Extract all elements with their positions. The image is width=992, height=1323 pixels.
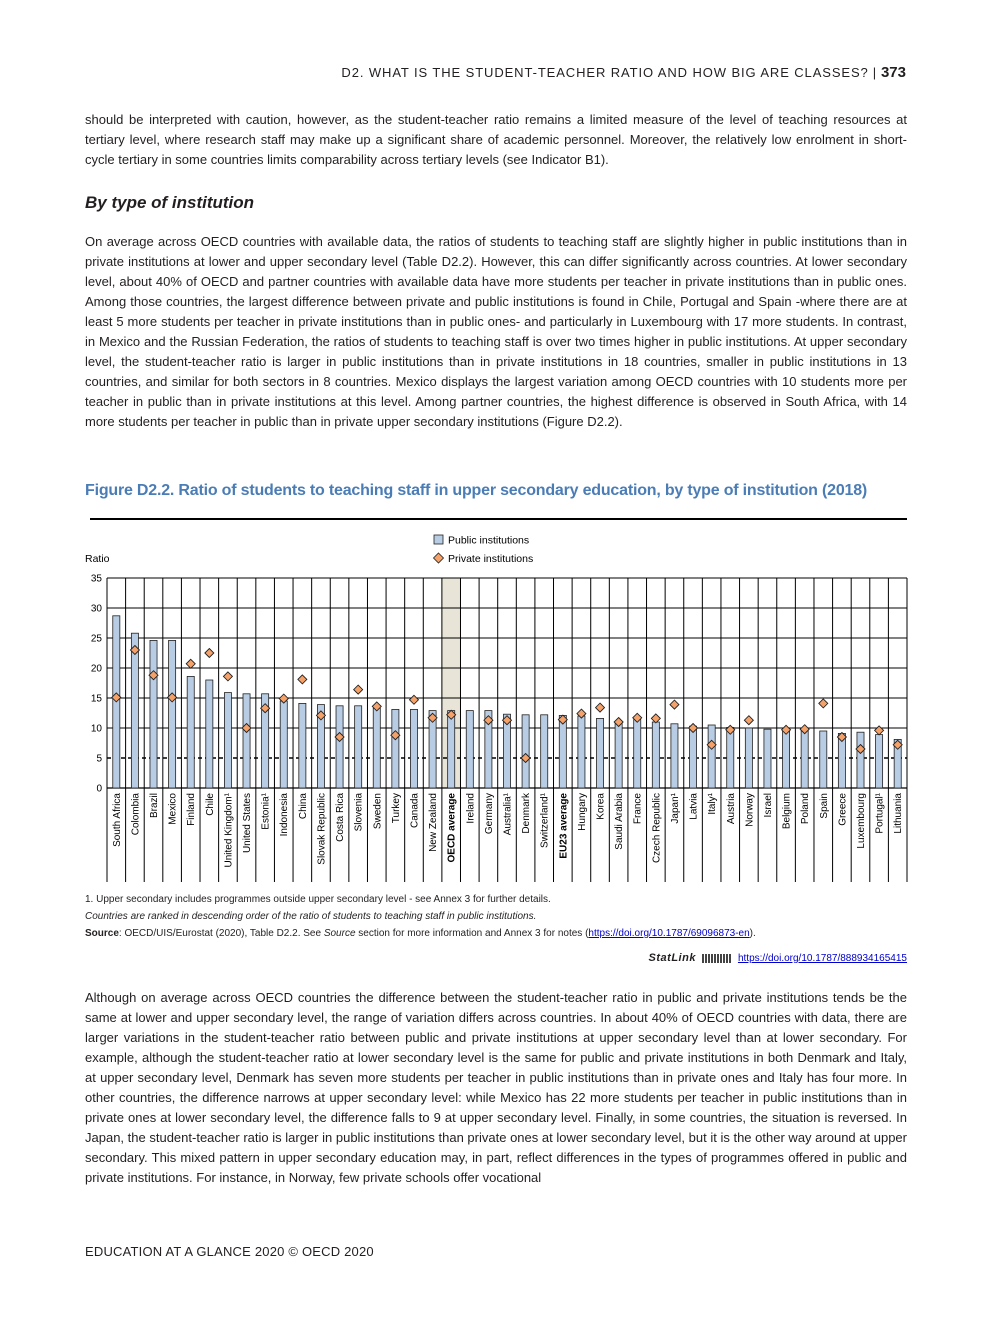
x-tick-label-italy: Italy¹ bbox=[707, 793, 719, 815]
x-tick-label-slovak-republic: Slovak Republic bbox=[316, 793, 328, 865]
marker-private-czech-republic bbox=[651, 714, 660, 723]
y-tick-label-0: 0 bbox=[96, 783, 102, 795]
bar-public-chile bbox=[206, 680, 213, 788]
x-tick-label-south-africa: South Africa bbox=[111, 793, 123, 847]
x-tick-label-germany: Germany bbox=[483, 793, 495, 835]
source-italic: Source bbox=[323, 928, 356, 939]
bar-public-finland bbox=[187, 676, 194, 788]
bar-public-canada bbox=[410, 709, 417, 788]
bar-public-luxembourg bbox=[857, 732, 864, 788]
x-tick-label-brazil: Brazil bbox=[149, 793, 161, 819]
bar-public-united-states bbox=[243, 694, 250, 788]
bar-public-brazil bbox=[150, 640, 157, 788]
section-paragraph: On average across OECD countries with available data, the ratios of students to teaching staff are slightly higher in public institutions than in private institutions at lower and upper secondary level (Table D2.2). However, this can differ significantly across countries. At lower secondary level, about 40% of OECD and partner countries with available data have more students per teacher in private institutions than in public ones. Among those countries, the largest difference between private and public institutions is found in Chile, Portugal and Spain -where there are at least 5 more students per teacher in private institutions than in public ones- and particularly in Luxembourg with 17 more students. In contrast, in Mexico and the Russian Federation, the ratios of students to teaching staff is over two times higher in public institutions. At upper secondary level, the student-teacher ratio is larger in public institutions than in private institutions in 18 countries, smaller in public institutions in 13 countries, and similar for both sectors in 8 countries. Mexico displays the largest variation among OECD countries with 10 students more per teacher in public than in private institutions at this level. Among partner countries, the highest difference is observed in South Africa, with 14 more students per teacher in public than in private upper secondary institutions (Figure D2.2). bbox=[85, 234, 907, 429]
x-tick-label-japan: Japan¹ bbox=[669, 793, 681, 824]
page-footer: EDUCATION AT A GLANCE 2020 © OECD 2020 bbox=[85, 1244, 374, 1259]
bar-public-belgium bbox=[783, 730, 790, 788]
x-tick-label-indonesia: Indonesia bbox=[279, 793, 291, 837]
x-tick-label-greece: Greece bbox=[837, 793, 849, 826]
bar-public-eu23-average bbox=[559, 715, 566, 788]
marker-private-slovenia bbox=[354, 685, 363, 694]
x-tick-label-united-kingdom: United Kingdom¹ bbox=[223, 793, 235, 868]
bar-public-costa-rica bbox=[336, 706, 343, 788]
marker-private-norway bbox=[744, 716, 753, 725]
bar-public-colombia bbox=[131, 633, 138, 788]
bar-public-sweden bbox=[373, 708, 380, 788]
bar-public-latvia bbox=[690, 726, 697, 788]
x-tick-label-turkey: Turkey bbox=[390, 793, 402, 824]
marker-private-japan bbox=[670, 700, 679, 709]
ratio-bar-chart bbox=[0, 520, 992, 890]
marker-private-finland bbox=[186, 659, 195, 668]
bar-public-ireland bbox=[466, 711, 473, 788]
bar-public-turkey bbox=[392, 709, 399, 788]
y-tick-label-5: 5 bbox=[96, 753, 102, 765]
plot-area bbox=[91, 574, 907, 883]
x-tick-label-sweden: Sweden bbox=[372, 793, 384, 830]
x-tick-label-france: France bbox=[632, 793, 644, 825]
marker-private-united-kingdom bbox=[223, 672, 232, 681]
x-tick-label-australia: Australia¹ bbox=[502, 793, 514, 836]
x-tick-label-finland: Finland bbox=[186, 793, 198, 826]
marker-private-canada bbox=[409, 695, 418, 704]
bar-public-portugal bbox=[876, 735, 883, 788]
y-tick-label-10: 10 bbox=[90, 723, 102, 735]
bar-public-saudi-arabia bbox=[615, 722, 622, 788]
statlink-logo: StatLink bbox=[648, 952, 696, 964]
legend-public-label: Public institutions bbox=[448, 534, 530, 547]
running-header bbox=[341, 64, 906, 81]
bar-public-switzerland bbox=[541, 715, 548, 788]
bar-public-israel bbox=[764, 729, 771, 788]
bar-public-austria bbox=[727, 727, 734, 788]
bar-public-japan bbox=[671, 724, 678, 788]
marker-private-portugal bbox=[875, 726, 884, 735]
x-tick-label-china: China bbox=[297, 793, 309, 820]
x-tick-label-canada: Canada bbox=[409, 793, 421, 829]
x-tick-label-israel: Israel bbox=[762, 793, 774, 818]
x-tick-label-denmark: Denmark bbox=[521, 793, 533, 834]
x-tick-label-latvia: Latvia bbox=[688, 793, 700, 820]
marker-private-korea bbox=[596, 703, 605, 712]
statlink-url[interactable]: https://doi.org/10.1787/888934165415 bbox=[737, 952, 907, 964]
bar-public-denmark bbox=[522, 715, 529, 788]
x-tick-label-korea: Korea bbox=[595, 793, 607, 820]
x-tick-label-colombia: Colombia bbox=[130, 793, 142, 836]
x-tick-label-costa-rica: Costa Rica bbox=[335, 793, 347, 842]
y-axis-title: Ratio bbox=[85, 553, 110, 565]
bar-public-china bbox=[299, 703, 306, 788]
bar-public-korea bbox=[596, 718, 603, 788]
ranking-note: Countries are ranked in descending order of the ratio of students to teaching staff in public institutions. bbox=[85, 911, 537, 922]
x-tick-label-luxembourg: Luxembourg bbox=[855, 793, 867, 849]
bar-public-poland bbox=[801, 730, 808, 788]
closing-paragraph: Although on average across OECD countries the difference between the student-teacher ratio in public and private institutions tends be the same at lower and upper secondary level, the range of variation differs across countries. In about 40% of OECD countries with data, there are larger variations in the student-teacher ratio between public and private institutions at upper secondary level than at lower secondary. For example, although the student-teacher ratio at lower secondary level is the same for public and private institutions in both Denmark and Italy, at upper secondary level, Denmark has seven more students per teacher in public institutions than in private ones and Italy has four more. In other countries, the difference narrows at upper secondary level: while Mexico has 22 more students per teacher in public institutions than in private ones at lower secondary level, the difference falls to 9 at upper secondary level. Finally, in some countries, the situation is reversed. In Japan, the student-teacher ratio is larger in public institutions than private ones at lower secondary level, but it is the other way around at upper secondary. This mixed pattern in upper secondary education may, in part, reflect differences in the types of programmes offered in public and private institutions. For instance, in Norway, few private schools offer vocational bbox=[85, 990, 907, 1185]
marker-private-spain bbox=[819, 699, 828, 708]
figure-title: Figure D2.2. Ratio of students to teaching staff in upper secondary education, by type of institution (2018) bbox=[85, 482, 868, 499]
legend-private-swatch bbox=[434, 553, 444, 563]
section-heading: By type of institution bbox=[85, 193, 255, 212]
x-tick-label-new-zealand: New Zealand bbox=[428, 793, 440, 852]
running-header-title: D2. WHAT IS THE STUDENT-TEACHER RATIO AND HOW BIG ARE CLASSES? bbox=[341, 65, 869, 80]
marker-private-china bbox=[298, 675, 307, 684]
bar-public-hungary bbox=[578, 716, 585, 788]
source-note bbox=[85, 927, 756, 941]
y-tick-label-15: 15 bbox=[90, 693, 102, 705]
intro-paragraph: should be interpreted with caution, however, as the student-teacher ratio remains a limited measure of the level of teaching resources at tertiary level, where research staff may make up a significant share of academic personnel. Moreover, the relatively low enrolment in short-cycle tertiary in some countries limits comparability across tertiary levels (see Indicator B1). bbox=[85, 112, 907, 167]
x-tick-label-switzerland: Switzerland¹ bbox=[539, 793, 551, 849]
x-tick-label-spain: Spain bbox=[818, 793, 830, 819]
x-tick-label-portugal: Portugal¹ bbox=[874, 793, 886, 834]
source-text-2: section for more information and Annex 3 for notes ( bbox=[355, 928, 589, 939]
x-tick-label-saudi-arabia: Saudi Arabia bbox=[614, 793, 626, 850]
x-tick-label-czech-republic: Czech Republic bbox=[651, 793, 663, 864]
x-tick-label-oecd-average: OECD average bbox=[446, 793, 458, 863]
y-tick-label-20: 20 bbox=[90, 663, 102, 675]
x-tick-label-lithuania: Lithuania bbox=[893, 793, 905, 834]
statlink-logo-icon bbox=[702, 954, 732, 963]
legend-public-swatch bbox=[434, 535, 443, 544]
x-tick-label-austria: Austria bbox=[725, 793, 737, 825]
x-tick-label-hungary: Hungary bbox=[576, 793, 588, 831]
bar-public-mexico bbox=[169, 640, 176, 788]
x-tick-label-slovenia: Slovenia bbox=[353, 793, 365, 832]
bar-public-united-kingdom bbox=[224, 693, 231, 788]
x-tick-label-chile: Chile bbox=[204, 793, 216, 816]
bar-public-slovenia bbox=[355, 706, 362, 788]
bar-public-oecd-average bbox=[448, 711, 455, 788]
x-tick-label-poland: Poland bbox=[800, 793, 812, 825]
x-tick-label-belgium: Belgium bbox=[781, 793, 793, 830]
page-number: 373 bbox=[880, 64, 906, 81]
y-tick-label-30: 30 bbox=[90, 603, 102, 615]
y-tick-label-35: 35 bbox=[90, 573, 102, 585]
header-separator: | bbox=[872, 65, 877, 80]
bar-public-czech-republic bbox=[652, 722, 659, 788]
x-tick-label-eu23-average: EU23 average bbox=[558, 793, 570, 859]
bar-public-france bbox=[634, 720, 641, 788]
legend-private-label: Private institutions bbox=[448, 553, 534, 565]
bar-public-spain bbox=[820, 731, 827, 788]
x-tick-label-norway: Norway bbox=[744, 793, 756, 827]
x-tick-label-mexico: Mexico bbox=[167, 793, 179, 825]
source-label: Source bbox=[85, 928, 119, 939]
footnote-1: 1. Upper secondary includes programmes outside upper secondary level - see Annex 3 for further details. bbox=[85, 894, 551, 905]
x-tick-label-united-states: United States bbox=[242, 793, 254, 854]
source-doi-link[interactable]: https://doi.org/10.1787/69096873-en bbox=[588, 928, 750, 939]
y-tick-label-25: 25 bbox=[90, 633, 102, 645]
x-tick-label-ireland: Ireland bbox=[465, 793, 477, 824]
bar-public-italy bbox=[708, 725, 715, 788]
marker-private-chile bbox=[205, 649, 214, 658]
chart-legend bbox=[434, 535, 534, 566]
source-text-3: ). bbox=[749, 928, 756, 939]
bar-public-indonesia bbox=[280, 701, 287, 788]
bar-public-norway bbox=[745, 728, 752, 788]
statlink bbox=[649, 952, 907, 964]
source-text-1: : OECD/UIS/Eurostat (2020), Table D2.2. See bbox=[118, 928, 324, 939]
x-tick-label-estonia: Estonia¹ bbox=[260, 793, 272, 830]
